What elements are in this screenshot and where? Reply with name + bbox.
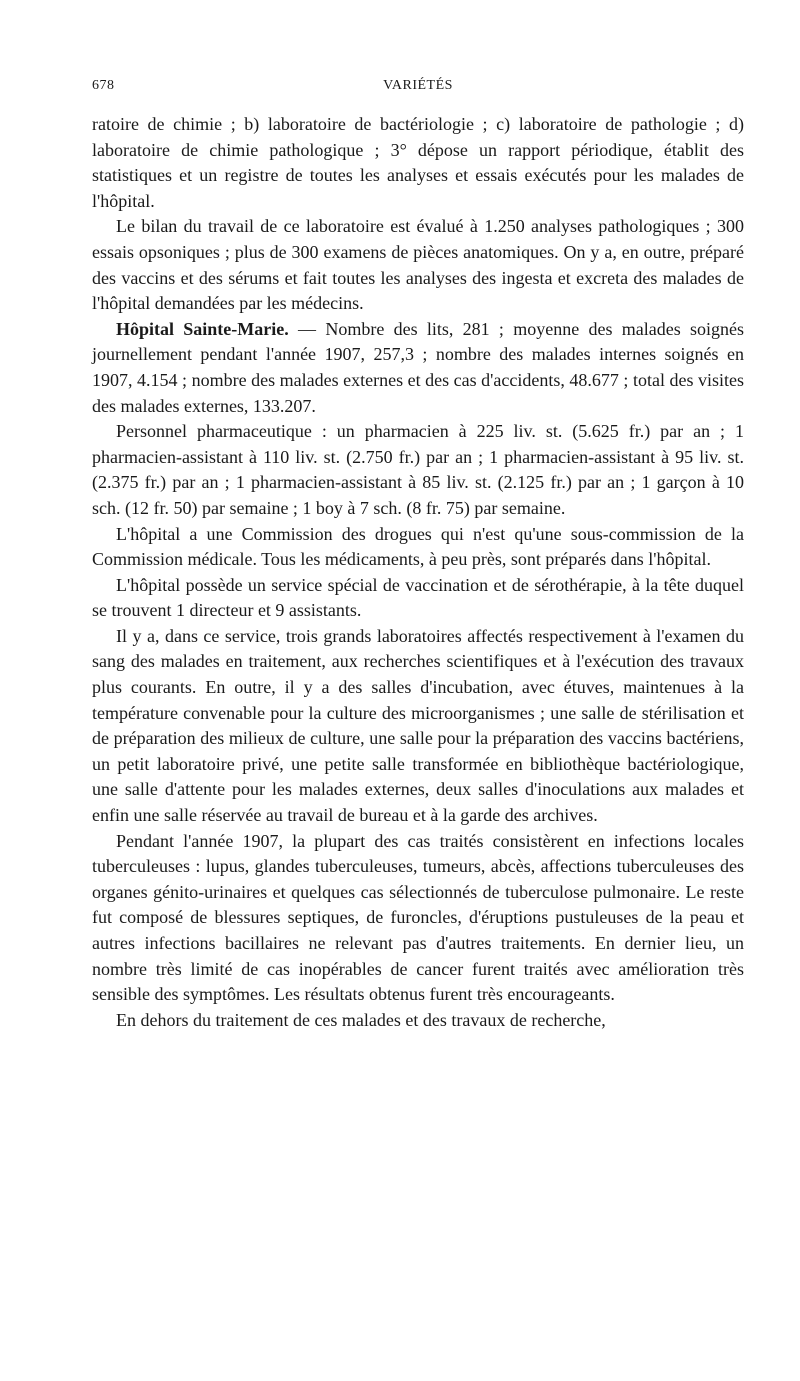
paragraph-3-text: — Nombre des lits, 281 ; moyenne des malades soignés journellement pendant l'année 1907, 257,3 ; nombre des malades internes soignés en 1907, 4.154 ; nombre des malades externes et des cas d'accidents, 48.677 ; total des visites des malades externes, 133.207. [92, 318, 744, 416]
paragraph-2: Le bilan du travail de ce laboratoire est évalué à 1.250 analyses pathologiques ; 300 essais opsoniques ; plus de 300 examens de pièces anatomiques. On y a, en outre, préparé des vaccins et des sérums et fait toutes les analyses des ingesta et excreta des malades de l'hôpital demandées par les médecins. [92, 216, 744, 314]
paragraph-3 [92, 317, 744, 419]
body-text [92, 112, 744, 1033]
running-head [92, 78, 744, 98]
paragraph-1: ratoire de chimie ; b) laboratoire de bactériologie ; c) laboratoire de pathologie ; d) laboratoire de chimie pathologique ; 3° dépose un rapport périodique, établit des statistiques et un registre de toutes les analyses et essais exécutés pour les malades de l'hôpital. [92, 114, 744, 211]
paragraph-4: Personnel pharmaceutique : un pharmacien à 225 liv. st. (5.625 fr.) par an ; 1 pharmacien-assistant à 110 liv. st. (2.750 fr.) par an ; 1 pharmacien-assistant à 95 liv. st. (2.375 fr.) par an ; 1 pharmacien-assistant à 85 liv. st. (2.125 fr.) par an ; 1 garçon à 10 sch. (12 fr. 50) par semaine ; 1 boy à 7 sch. (8 fr. 75) par semaine. [92, 421, 744, 518]
paragraph-8: Pendant l'année 1907, la plupart des cas traités consistèrent en infections locales tuberculeuses : lupus, glandes tuberculeuses, tumeurs, abcès, affections tuberculeuses des organes génito-urinaires et quelques cas sélectionnés de tuberculose pulmonaire. Le reste fut composé de blessures septiques, de furoncles, d'éruptions pustuleuses de la peau et autres infections bacillaires ne relevant pas d'autres traitements. En dernier lieu, un nombre très limité de cas inopérables de cancer furent traités avec amélioration très sensible des symptômes. Les résultats obtenus furent très encourageants. [92, 830, 744, 1005]
paragraph-9: En dehors du traitement de ces malades et des travaux de recherche, [116, 1009, 606, 1030]
paragraph-5: L'hôpital a une Commission des drogues qui n'est qu'une sous-commission de la Commission médicale. Tous les médicaments, à peu près, sont préparés dans l'hôpital. [92, 523, 744, 570]
page-number: 678 [92, 78, 115, 93]
paragraph-7: Il y a, dans ce service, trois grands laboratoires affectés respectivement à l'examen du sang des malades en traitement, aux recherches scientifiques et à l'exécution des travaux plus courants. En outre, il y a des salles d'incubation, avec étuves, maintenues à la température convenable pour la culture des microorganismes ; une salle de stérilisation et de préparation des milieux de culture, une salle pour la préparation des vaccins bactériens, un petit laboratoire privé, une petite salle transformée en bibliothèque bactériologique, une salle d'attente pour les malades externes, deux salles d'inoculations aux malades et enfin une salle réservée au travail de bureau et à la garde des archives. [92, 625, 744, 826]
hospital-heading: Hôpital Sainte-Marie. [116, 318, 289, 339]
section-title: VARIÉTÉS [383, 78, 453, 93]
paragraph-6: L'hôpital possède un service spécial de vaccination et de sérothérapie, à la tête duquel se trouvent 1 directeur et 9 assistants. [92, 574, 744, 621]
